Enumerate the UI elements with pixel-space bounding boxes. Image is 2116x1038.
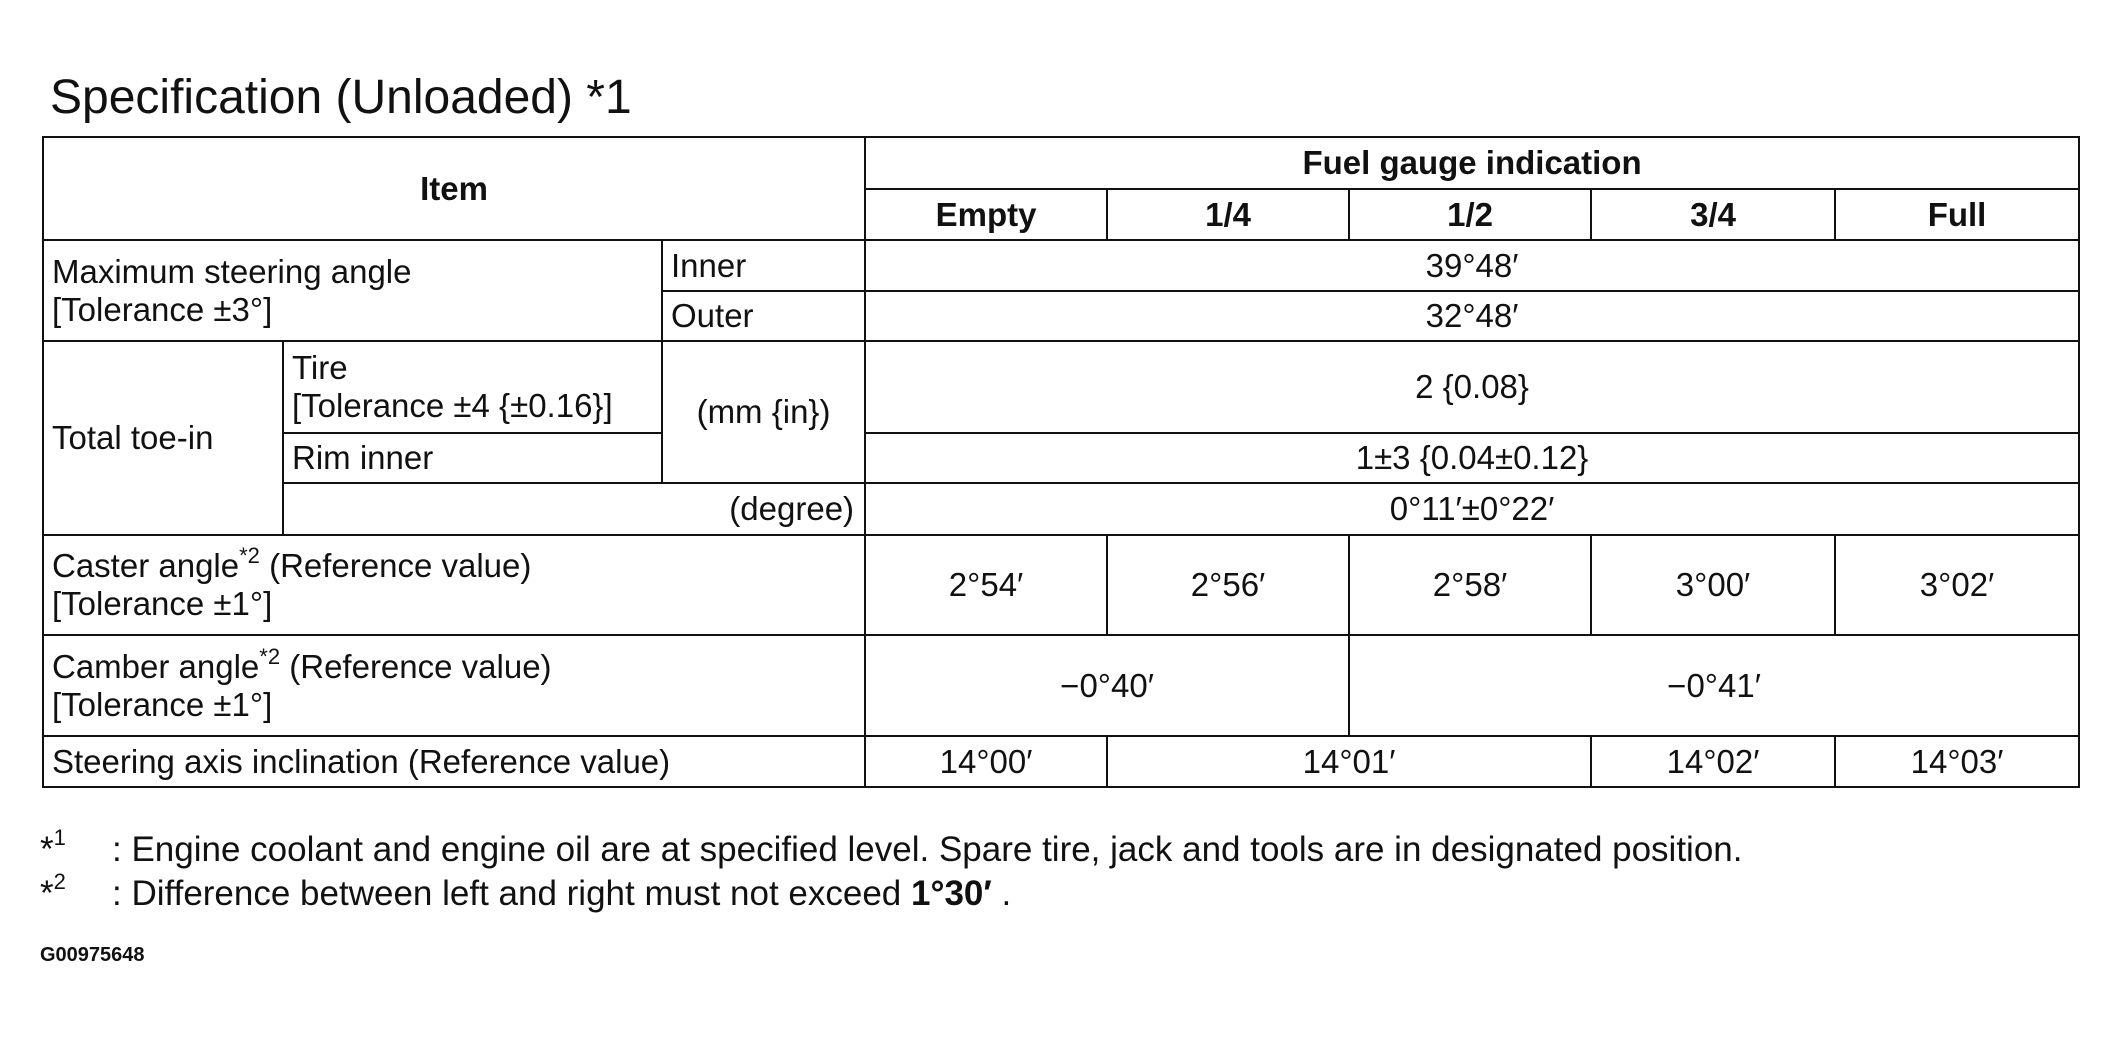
footnote-2: [40, 869, 1743, 916]
tire-label: [283, 341, 662, 433]
footnote-2-tail: .: [991, 874, 1012, 913]
tire-tolerance: [Tolerance ±4 {±0.16}]: [292, 387, 613, 424]
caster-reference: (Reference value): [259, 547, 532, 584]
caster-angle-label: [43, 535, 865, 635]
camber-angle-label: [43, 635, 865, 736]
tire-title: Tire: [292, 349, 348, 386]
camber-footnote-mark: *2: [259, 643, 281, 669]
figure-code: G00975648: [40, 944, 145, 966]
footnote-1-number: 1: [53, 825, 66, 850]
level-header-quarter: 1/4: [1107, 189, 1349, 240]
footnote-1-asterisk: *: [40, 830, 54, 869]
footnote-2-asterisk: *: [40, 874, 54, 913]
caster-angle-title: Caster angle: [52, 547, 240, 584]
sai-value-full: 14°03′: [1835, 736, 2079, 787]
footnotes: [40, 825, 1743, 916]
level-header-three-quarter: 3/4: [1591, 189, 1835, 240]
camber-value-empty-quarter: −0°40′: [865, 635, 1349, 736]
rim-inner-label: Rim inner: [283, 433, 662, 483]
caster-value-half: 2°58′: [1349, 535, 1591, 635]
sai-value-quarter-half: 14°01′: [1107, 736, 1591, 787]
footnote-2-marker: [40, 869, 112, 916]
max-steering-angle-tolerance: [Tolerance ±3°]: [52, 290, 273, 328]
camber-reference: (Reference value): [280, 647, 552, 685]
outer-label: Outer: [662, 291, 865, 341]
fuel-gauge-header: Fuel gauge indication: [865, 137, 2079, 189]
footnote-1: [40, 825, 1743, 872]
sai-value-three-quarter: 14°02′: [1591, 736, 1835, 787]
rim-inner-value: 1±3 {0.04±0.12}: [865, 433, 2079, 483]
item-header: Item: [43, 137, 865, 240]
caster-value-quarter: 2°56′: [1107, 535, 1349, 635]
page-title: Specification (Unloaded) *1: [50, 71, 632, 124]
unit-degree: (degree): [283, 483, 865, 535]
caster-tolerance: [Tolerance ±1°]: [52, 585, 273, 622]
unit-mm-in: (mm {in}): [662, 341, 865, 483]
inner-value: 39°48′: [865, 240, 2079, 291]
caster-value-three-quarter: 3°00′: [1591, 535, 1835, 635]
camber-value-half-full: −0°41′: [1349, 635, 2079, 736]
sai-value-empty: 14°00′: [865, 736, 1107, 787]
tire-value: 2 {0.08}: [865, 341, 2079, 433]
footnote-1-text: : Engine coolant and engine oil are at specified level. Spare tire, jack and tools are in designated position.: [112, 830, 1743, 869]
footnote-2-number: 2: [53, 869, 66, 894]
max-steering-angle-label: [43, 240, 662, 341]
inner-label: Inner: [662, 240, 865, 291]
footnote-2-text: : Difference between left and right must not exceed: [112, 874, 911, 913]
camber-tolerance: [Tolerance ±1°]: [52, 685, 273, 723]
total-toe-in-label: Total toe-in: [43, 341, 283, 535]
max-steering-angle-title: Maximum steering angle: [52, 252, 412, 290]
toe-degree-value: 0°11′±0°22′: [865, 483, 2079, 535]
steering-axis-inclination-label: Steering axis inclination (Reference value): [43, 736, 865, 787]
caster-value-empty: 2°54′: [865, 535, 1107, 635]
caster-footnote-mark: *2: [239, 543, 260, 568]
footnote-2-limit: 1°30′: [910, 874, 992, 913]
footnote-1-marker: [40, 825, 112, 872]
spec-table: [42, 136, 2080, 788]
level-header-empty: Empty: [865, 189, 1107, 240]
level-header-half: 1/2: [1349, 189, 1591, 240]
camber-angle-title: Camber angle: [52, 647, 260, 685]
caster-value-full: 3°02′: [1835, 535, 2079, 635]
outer-value: 32°48′: [865, 291, 2079, 341]
level-header-full: Full: [1835, 189, 2079, 240]
